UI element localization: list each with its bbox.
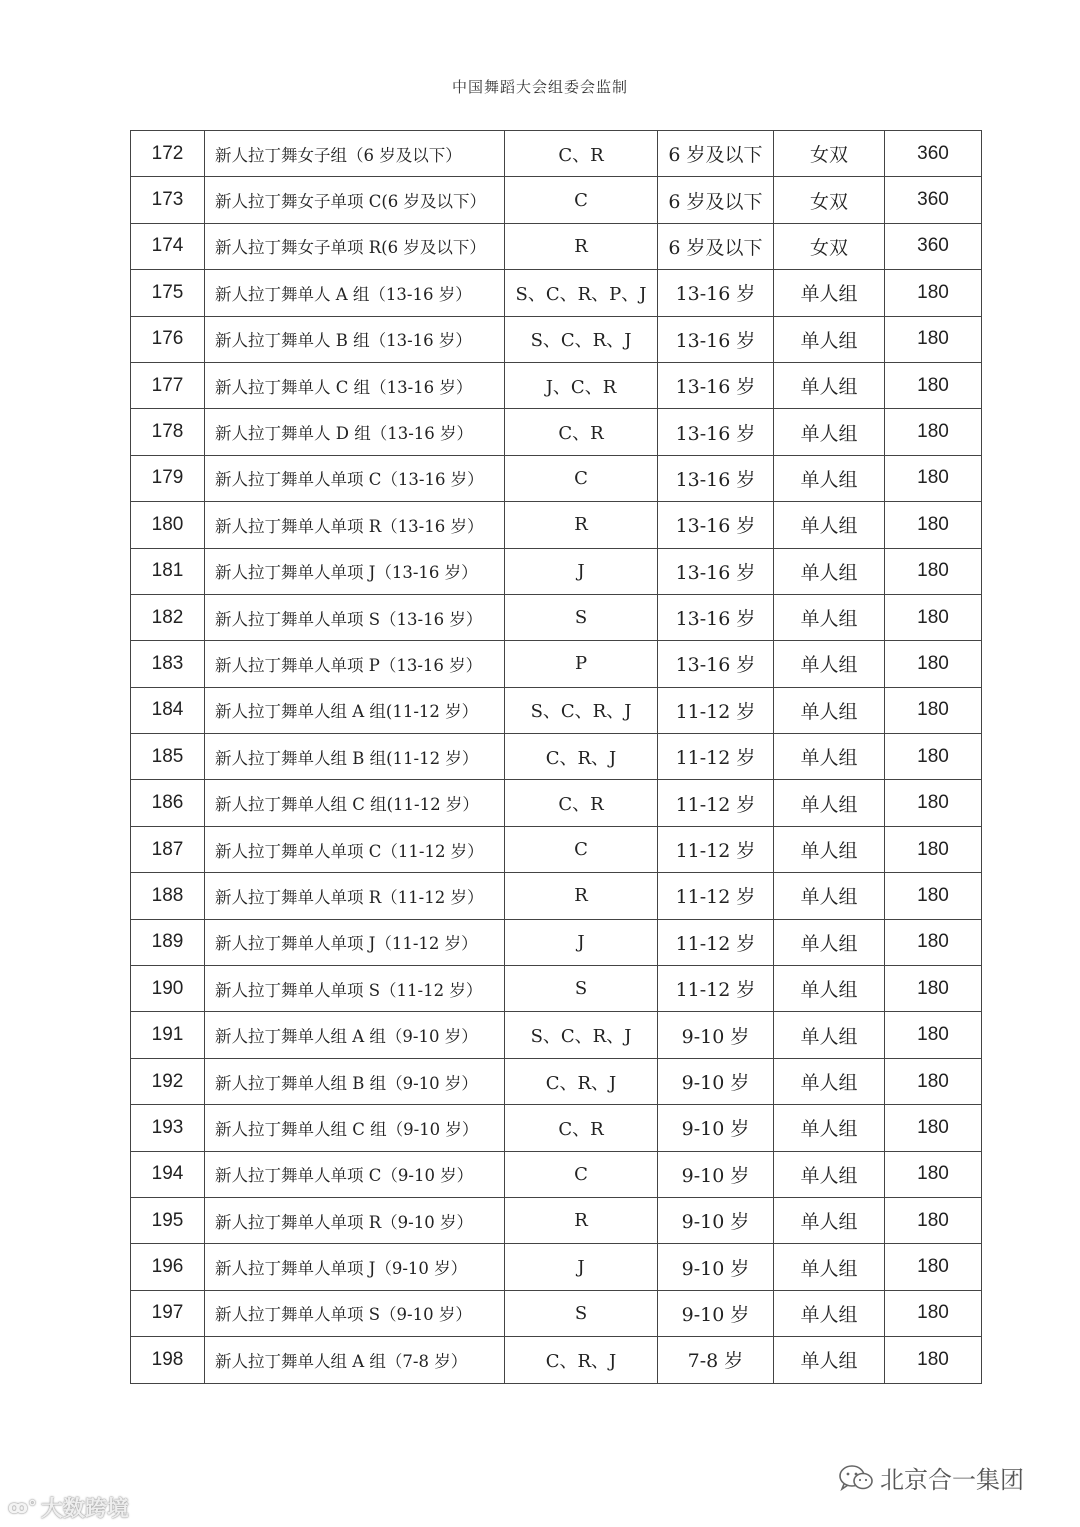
table-row xyxy=(131,780,982,826)
cell-fee: 180 xyxy=(885,780,982,826)
table-row xyxy=(131,223,982,269)
cell-event-name: 新人拉丁舞女子单项 C(6 岁及以下） xyxy=(205,177,505,223)
cell-number: 180 xyxy=(131,502,205,548)
cell-fee: 180 xyxy=(885,362,982,408)
cell-age-group: 6 岁及以下 xyxy=(658,131,774,177)
cell-fee: 180 xyxy=(885,1058,982,1104)
cell-number: 196 xyxy=(131,1244,205,1290)
cell-dances: S xyxy=(505,1290,658,1336)
table-row xyxy=(131,362,982,408)
cell-event-name: 新人拉丁舞单人单项 S（11-12 岁） xyxy=(205,966,505,1012)
table-row xyxy=(131,1290,982,1336)
cell-event-name: 新人拉丁舞单人组 C 组（9-10 岁） xyxy=(205,1105,505,1151)
table-row xyxy=(131,455,982,501)
cell-event-name: 新人拉丁舞单人组 A 组（9-10 岁） xyxy=(205,1012,505,1058)
cell-event-name: 新人拉丁舞单人单项 S（13-16 岁） xyxy=(205,594,505,640)
page-header: 中国舞蹈大会组委会监制 xyxy=(451,78,628,96)
cell-fee: 180 xyxy=(885,641,982,687)
cell-age-group: 11-12 岁 xyxy=(658,687,774,733)
cell-fee: 180 xyxy=(885,502,982,548)
cell-entry-type: 单人组 xyxy=(774,919,885,965)
cell-number: 189 xyxy=(131,919,205,965)
cell-event-name: 新人拉丁舞单人 C 组（13-16 岁） xyxy=(205,362,505,408)
cell-entry-type: 单人组 xyxy=(774,1337,885,1383)
cell-number: 188 xyxy=(131,873,205,919)
cell-age-group: 9-10 岁 xyxy=(658,1244,774,1290)
cell-event-name: 新人拉丁舞单人单项 R（13-16 岁） xyxy=(205,502,505,548)
table-row xyxy=(131,316,982,362)
cell-event-name: 新人拉丁舞单人 D 组（13-16 岁） xyxy=(205,409,505,455)
cell-number: 183 xyxy=(131,641,205,687)
table-row xyxy=(131,131,982,177)
table-row xyxy=(131,409,982,455)
cell-age-group: 6 岁及以下 xyxy=(658,177,774,223)
cell-dances: R xyxy=(505,223,658,269)
cell-age-group: 9-10 岁 xyxy=(658,1012,774,1058)
watermark-right xyxy=(838,1460,1024,1495)
cell-age-group: 13-16 岁 xyxy=(658,641,774,687)
cell-number: 177 xyxy=(131,362,205,408)
cell-number: 172 xyxy=(131,131,205,177)
cell-dances: C、R、J xyxy=(505,1337,658,1383)
cell-fee: 180 xyxy=(885,1012,982,1058)
cell-age-group: 13-16 岁 xyxy=(658,455,774,501)
cell-event-name: 新人拉丁舞单人组 C 组(11-12 岁） xyxy=(205,780,505,826)
cell-age-group: 13-16 岁 xyxy=(658,270,774,316)
wechat-icon xyxy=(838,1464,874,1492)
cell-event-name: 新人拉丁舞女子组（6 岁及以下） xyxy=(205,131,505,177)
cell-number: 197 xyxy=(131,1290,205,1336)
cell-event-name: 新人拉丁舞单人组 A 组(11-12 岁） xyxy=(205,687,505,733)
event-table-body xyxy=(131,131,982,1384)
cell-dances: R xyxy=(505,1197,658,1243)
cell-entry-type: 单人组 xyxy=(774,1012,885,1058)
cell-number: 178 xyxy=(131,409,205,455)
cell-dances: S xyxy=(505,594,658,640)
cell-age-group: 9-10 岁 xyxy=(658,1151,774,1197)
cell-number: 194 xyxy=(131,1151,205,1197)
cell-number: 176 xyxy=(131,316,205,362)
cell-fee: 180 xyxy=(885,548,982,594)
cell-number: 185 xyxy=(131,734,205,780)
cell-entry-type: 单人组 xyxy=(774,826,885,872)
cell-dances: R xyxy=(505,502,658,548)
table-row xyxy=(131,687,982,733)
cell-dances: C、R xyxy=(505,409,658,455)
cell-dances: C、R、J xyxy=(505,1058,658,1104)
cell-number: 190 xyxy=(131,966,205,1012)
cell-fee: 180 xyxy=(885,919,982,965)
cell-number: 193 xyxy=(131,1105,205,1151)
cell-age-group: 11-12 岁 xyxy=(658,966,774,1012)
cell-number: 198 xyxy=(131,1337,205,1383)
cell-event-name: 新人拉丁舞单人单项 P（13-16 岁） xyxy=(205,641,505,687)
cell-age-group: 13-16 岁 xyxy=(658,548,774,594)
cell-event-name: 新人拉丁舞单人单项 J（9-10 岁） xyxy=(205,1244,505,1290)
cell-dances: J xyxy=(505,1244,658,1290)
cell-age-group: 13-16 岁 xyxy=(658,409,774,455)
cell-event-name: 新人拉丁舞女子单项 R(6 岁及以下） xyxy=(205,223,505,269)
cell-entry-type: 单人组 xyxy=(774,455,885,501)
cell-age-group: 11-12 岁 xyxy=(658,919,774,965)
cell-fee: 180 xyxy=(885,270,982,316)
cell-event-name: 新人拉丁舞单人 A 组（13-16 岁） xyxy=(205,270,505,316)
cell-dances: C、R、J xyxy=(505,734,658,780)
cell-fee: 180 xyxy=(885,873,982,919)
cell-dances: R xyxy=(505,873,658,919)
cell-dances: C xyxy=(505,826,658,872)
cell-age-group: 7-8 岁 xyxy=(658,1337,774,1383)
cell-entry-type: 单人组 xyxy=(774,548,885,594)
cell-entry-type: 单人组 xyxy=(774,1290,885,1336)
cell-event-name: 新人拉丁舞单人组 B 组（9-10 岁） xyxy=(205,1058,505,1104)
cell-age-group: 9-10 岁 xyxy=(658,1197,774,1243)
table-row xyxy=(131,1012,982,1058)
cell-event-name: 新人拉丁舞单人单项 C（9-10 岁） xyxy=(205,1151,505,1197)
loop-logo-icon: ꝏ° xyxy=(8,1497,37,1518)
cell-age-group: 11-12 岁 xyxy=(658,826,774,872)
cell-dances: S、C、R、J xyxy=(505,687,658,733)
table-row xyxy=(131,1337,982,1383)
table-row xyxy=(131,502,982,548)
cell-dances: C、R xyxy=(505,1105,658,1151)
cell-entry-type: 单人组 xyxy=(774,1105,885,1151)
cell-number: 181 xyxy=(131,548,205,594)
cell-age-group: 11-12 岁 xyxy=(658,780,774,826)
cell-entry-type: 单人组 xyxy=(774,873,885,919)
watermark-left xyxy=(8,1492,129,1523)
table-row xyxy=(131,1197,982,1243)
table-row xyxy=(131,1058,982,1104)
cell-entry-type: 单人组 xyxy=(774,409,885,455)
table-row xyxy=(131,1151,982,1197)
cell-age-group: 9-10 岁 xyxy=(658,1058,774,1104)
cell-entry-type: 女双 xyxy=(774,223,885,269)
table-row xyxy=(131,919,982,965)
cell-dances: C、R xyxy=(505,780,658,826)
cell-number: 173 xyxy=(131,177,205,223)
cell-number: 195 xyxy=(131,1197,205,1243)
cell-dances: J xyxy=(505,548,658,594)
cell-entry-type: 单人组 xyxy=(774,316,885,362)
cell-entry-type: 单人组 xyxy=(774,362,885,408)
table-row xyxy=(131,594,982,640)
cell-age-group: 13-16 岁 xyxy=(658,594,774,640)
cell-fee: 180 xyxy=(885,826,982,872)
cell-entry-type: 女双 xyxy=(774,131,885,177)
cell-dances: C xyxy=(505,1151,658,1197)
cell-entry-type: 单人组 xyxy=(774,780,885,826)
table-row xyxy=(131,177,982,223)
table-row xyxy=(131,641,982,687)
cell-entry-type: 单人组 xyxy=(774,641,885,687)
cell-number: 191 xyxy=(131,1012,205,1058)
cell-number: 179 xyxy=(131,455,205,501)
cell-dances: P xyxy=(505,641,658,687)
cell-entry-type: 单人组 xyxy=(774,270,885,316)
cell-dances: J、C、R xyxy=(505,362,658,408)
cell-fee: 180 xyxy=(885,1337,982,1383)
cell-event-name: 新人拉丁舞单人组 A 组（7-8 岁） xyxy=(205,1337,505,1383)
cell-entry-type: 单人组 xyxy=(774,687,885,733)
cell-dances: S、C、R、J xyxy=(505,1012,658,1058)
table-row xyxy=(131,270,982,316)
cell-fee: 180 xyxy=(885,1244,982,1290)
cell-entry-type: 单人组 xyxy=(774,966,885,1012)
cell-dances: J xyxy=(505,919,658,965)
cell-dances: C、R xyxy=(505,131,658,177)
cell-dances: S xyxy=(505,966,658,1012)
cell-event-name: 新人拉丁舞单人单项 C（11-12 岁） xyxy=(205,826,505,872)
cell-entry-type: 单人组 xyxy=(774,1151,885,1197)
cell-fee: 360 xyxy=(885,177,982,223)
cell-event-name: 新人拉丁舞单人单项 C（13-16 岁） xyxy=(205,455,505,501)
cell-age-group: 13-16 岁 xyxy=(658,316,774,362)
cell-dances: C xyxy=(505,455,658,501)
table-row xyxy=(131,548,982,594)
cell-number: 186 xyxy=(131,780,205,826)
cell-dances: S、C、R、J xyxy=(505,316,658,362)
cell-entry-type: 单人组 xyxy=(774,502,885,548)
cell-age-group: 9-10 岁 xyxy=(658,1105,774,1151)
watermark-right-text: 北京合一集团 xyxy=(880,1466,1024,1494)
cell-number: 174 xyxy=(131,223,205,269)
cell-event-name: 新人拉丁舞单人单项 R（9-10 岁） xyxy=(205,1197,505,1243)
cell-age-group: 13-16 岁 xyxy=(658,362,774,408)
cell-event-name: 新人拉丁舞单人组 B 组(11-12 岁） xyxy=(205,734,505,780)
cell-fee: 180 xyxy=(885,966,982,1012)
cell-fee: 180 xyxy=(885,594,982,640)
cell-event-name: 新人拉丁舞单人单项 S（9-10 岁） xyxy=(205,1290,505,1336)
cell-fee: 180 xyxy=(885,687,982,733)
cell-fee: 180 xyxy=(885,1290,982,1336)
cell-age-group: 11-12 岁 xyxy=(658,734,774,780)
cell-entry-type: 单人组 xyxy=(774,1244,885,1290)
cell-entry-type: 单人组 xyxy=(774,734,885,780)
cell-number: 182 xyxy=(131,594,205,640)
cell-number: 175 xyxy=(131,270,205,316)
cell-event-name: 新人拉丁舞单人 B 组（13-16 岁） xyxy=(205,316,505,362)
table-row xyxy=(131,873,982,919)
watermark-left-text: 大数跨境 xyxy=(40,1497,129,1522)
table-row xyxy=(131,966,982,1012)
cell-fee: 180 xyxy=(885,316,982,362)
cell-number: 187 xyxy=(131,826,205,872)
cell-fee: 180 xyxy=(885,1197,982,1243)
cell-entry-type: 单人组 xyxy=(774,1197,885,1243)
cell-age-group: 9-10 岁 xyxy=(658,1290,774,1336)
cell-event-name: 新人拉丁舞单人单项 J（13-16 岁） xyxy=(205,548,505,594)
event-table xyxy=(130,130,982,1384)
cell-fee: 180 xyxy=(885,1105,982,1151)
cell-age-group: 11-12 岁 xyxy=(658,873,774,919)
cell-age-group: 6 岁及以下 xyxy=(658,223,774,269)
cell-dances: C xyxy=(505,177,658,223)
cell-fee: 180 xyxy=(885,409,982,455)
cell-dances: S、C、R、P、J xyxy=(505,270,658,316)
cell-entry-type: 单人组 xyxy=(774,594,885,640)
cell-event-name: 新人拉丁舞单人单项 J（11-12 岁） xyxy=(205,919,505,965)
cell-fee: 180 xyxy=(885,1151,982,1197)
cell-event-name: 新人拉丁舞单人单项 R（11-12 岁） xyxy=(205,873,505,919)
table-row xyxy=(131,1105,982,1151)
cell-fee: 180 xyxy=(885,734,982,780)
cell-fee: 180 xyxy=(885,455,982,501)
cell-fee: 360 xyxy=(885,223,982,269)
cell-age-group: 13-16 岁 xyxy=(658,502,774,548)
cell-number: 192 xyxy=(131,1058,205,1104)
cell-fee: 360 xyxy=(885,131,982,177)
cell-entry-type: 单人组 xyxy=(774,1058,885,1104)
table-row xyxy=(131,1244,982,1290)
table-row xyxy=(131,734,982,780)
table-row xyxy=(131,826,982,872)
cell-number: 184 xyxy=(131,687,205,733)
cell-entry-type: 女双 xyxy=(774,177,885,223)
